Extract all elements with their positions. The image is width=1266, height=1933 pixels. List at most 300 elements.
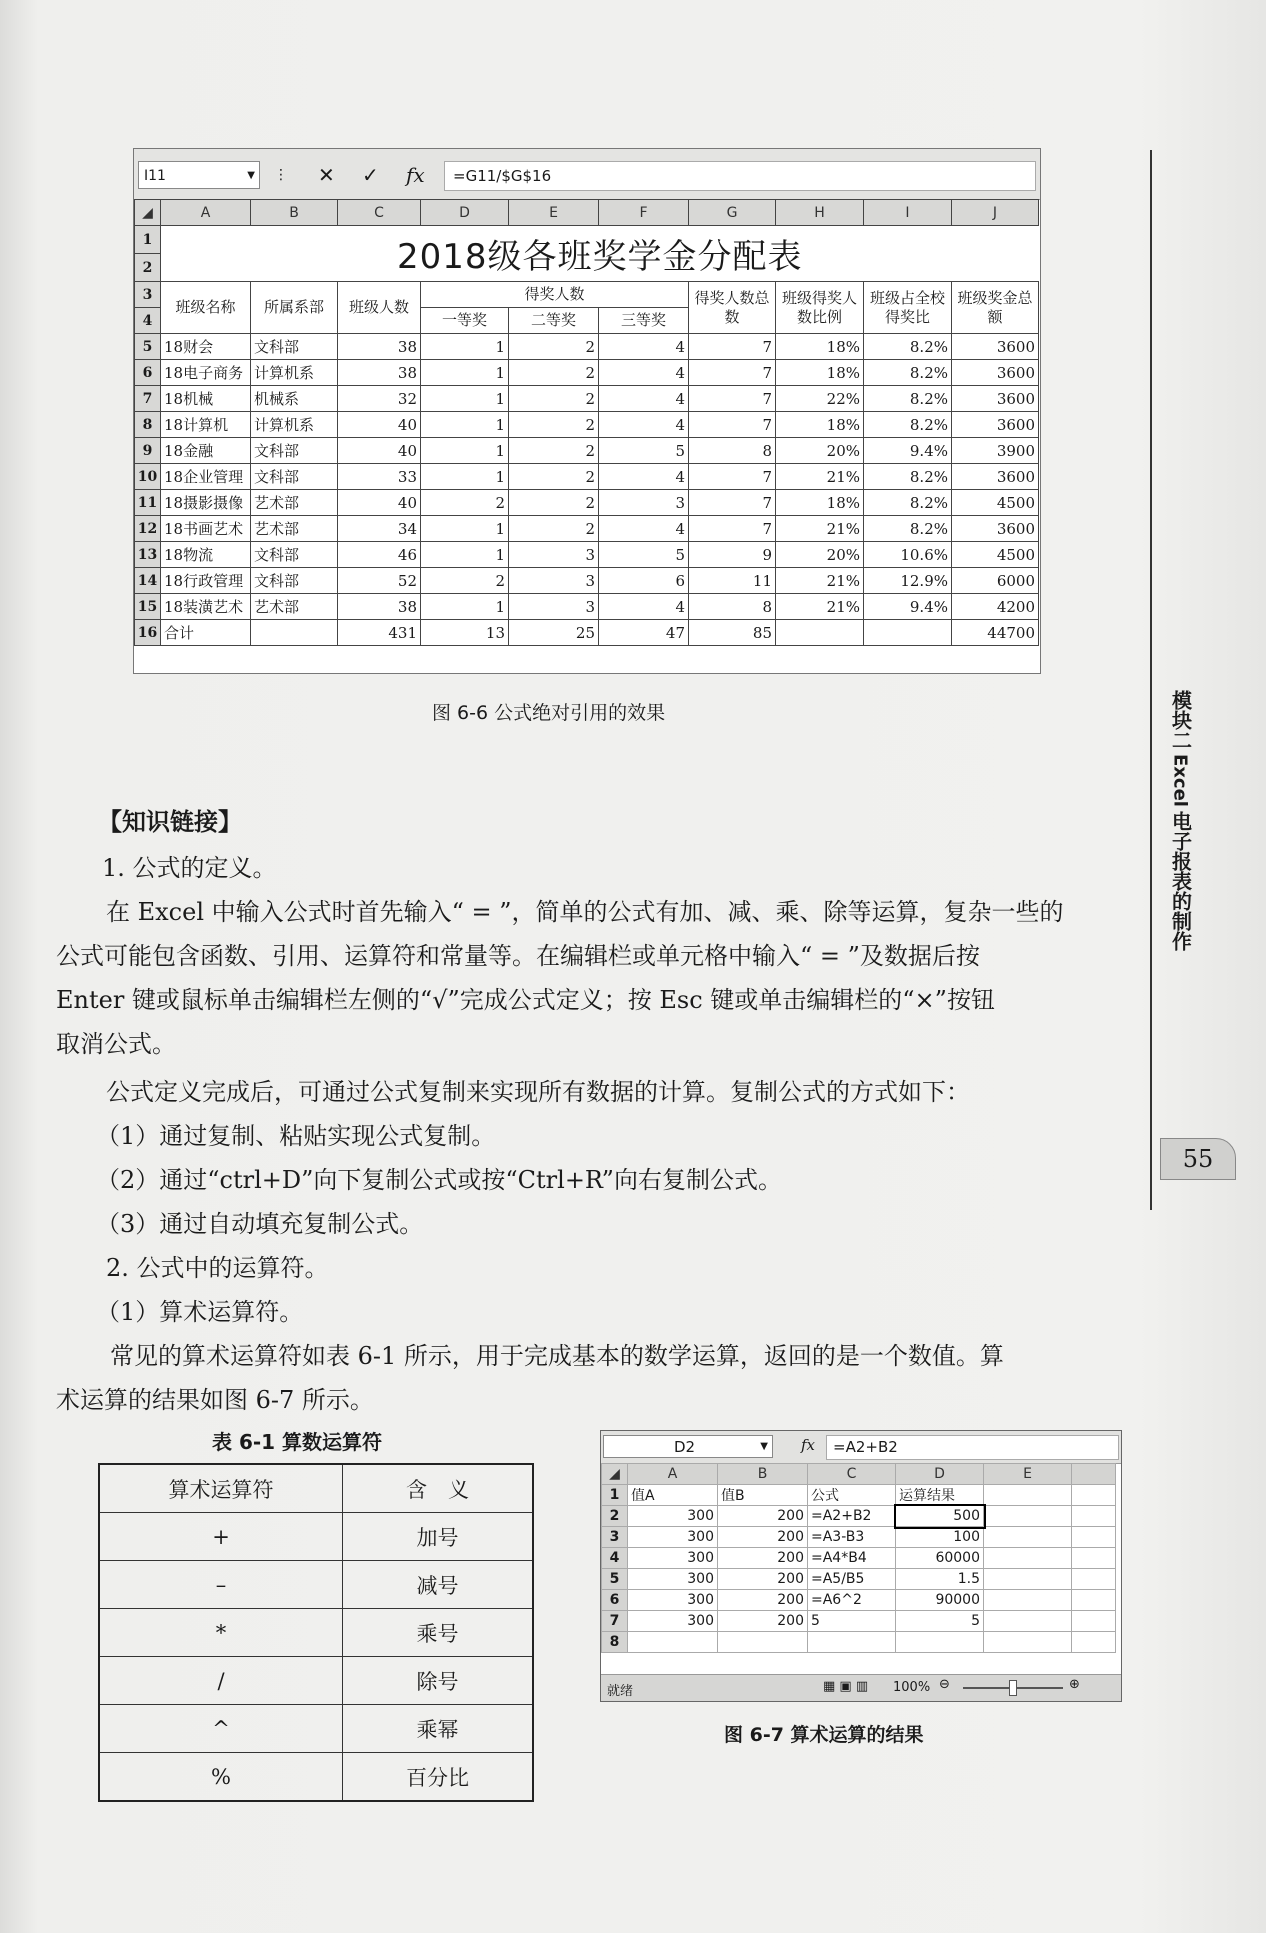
empty-cell[interactable] xyxy=(1072,1506,1116,1527)
header-class-name[interactable]: 班级名称 xyxy=(161,282,251,334)
table-6-1-caption: 表 6-1 算数运算符 xyxy=(212,1430,383,1454)
column-header[interactable]: J xyxy=(952,200,1039,226)
empty-cell[interactable] xyxy=(1072,1485,1116,1506)
cell-third-prize[interactable]: 4 xyxy=(599,360,689,386)
excel-screenshot-arithmetic xyxy=(600,1430,1122,1702)
chevron-down-icon[interactable]: ▼ xyxy=(247,170,255,181)
row-header[interactable]: 9 xyxy=(135,438,161,464)
cell-class-name[interactable]: 18金融 xyxy=(161,438,251,464)
cell-class-name[interactable]: 18电子商务 xyxy=(161,360,251,386)
cell-first-prize[interactable]: 1 xyxy=(421,438,509,464)
cell-first-prize[interactable]: 1 xyxy=(421,412,509,438)
paragraph-3-line-1: 常见的算术运算符如表 6-1 所示，用于完成基本的数学运算，返回的是一个数值。算 xyxy=(110,1342,1004,1370)
cancel-icon[interactable]: ✕ xyxy=(318,163,335,187)
cell-school-share[interactable]: 8.2% xyxy=(864,464,952,490)
cell-school-share[interactable]: 8.2% xyxy=(864,516,952,542)
header-second-prize[interactable]: 二等奖 xyxy=(509,308,599,334)
scholarship-rows xyxy=(135,334,1039,646)
cell-result[interactable]: 5 xyxy=(896,1611,984,1632)
meaning-cell: 百分比 xyxy=(343,1753,534,1802)
operator-cell: + xyxy=(99,1513,343,1561)
cell-value-a[interactable]: 300 xyxy=(628,1548,718,1569)
cell-value-b[interactable]: 200 xyxy=(718,1548,808,1569)
cell-department[interactable]: 计算机系 xyxy=(251,412,338,438)
list-item-2: （2）通过“ctrl+D”向下复制公式或按“Ctrl+R”向右复制公式。 xyxy=(96,1166,782,1194)
table-row xyxy=(135,542,1039,568)
table-row xyxy=(135,490,1039,516)
cell-first-prize[interactable]: 1 xyxy=(421,360,509,386)
cell-award-ratio[interactable]: 21% xyxy=(776,594,864,620)
row-header[interactable]: 6 xyxy=(602,1590,628,1611)
cell-second-prize[interactable]: 25 xyxy=(509,620,599,646)
cell-formula[interactable]: =A3-B3 xyxy=(808,1527,896,1548)
name-box-2[interactable] xyxy=(603,1435,773,1458)
cell-first-prize[interactable]: 1 xyxy=(421,334,509,360)
empty-cell[interactable] xyxy=(1072,1569,1116,1590)
row-header[interactable]: 13 xyxy=(135,542,161,568)
cell-amount[interactable]: 4200 xyxy=(952,594,1039,620)
header-class-size[interactable]: 班级人数 xyxy=(338,282,421,334)
cell-second-prize[interactable]: 3 xyxy=(509,568,599,594)
function-icon[interactable]: fx xyxy=(406,163,425,187)
cell-second-prize[interactable]: 2 xyxy=(509,412,599,438)
figure-6-7-caption: 图 6-7 算术运算的结果 xyxy=(724,1724,924,1746)
margin-rule xyxy=(1150,150,1152,1210)
zoom-in-icon[interactable]: ⊕ xyxy=(1069,1677,1080,1692)
paragraph-1-line-2: 公式可能包含函数、引用、运算符和常量等。在编辑栏或单元格中输入“ = ”及数据后按 xyxy=(56,942,980,970)
cell-department[interactable]: 文科部 xyxy=(251,464,338,490)
cell-formula[interactable]: =A2+B2 xyxy=(808,1506,896,1527)
row-header[interactable]: 8 xyxy=(602,1632,628,1653)
cell-formula[interactable]: 公式 xyxy=(808,1485,896,1506)
row-header[interactable]: 3 xyxy=(135,282,161,308)
header-amount[interactable]: 班级奖金总额 xyxy=(952,282,1039,334)
table-row xyxy=(135,360,1039,386)
figure-6-6-caption: 图 6-6 公式绝对引用的效果 xyxy=(432,702,666,724)
confirm-icon[interactable]: ✓ xyxy=(362,163,379,187)
cell-class-size[interactable]: 40 xyxy=(338,412,421,438)
empty-cell[interactable] xyxy=(1072,1548,1116,1569)
cell-total-awarded[interactable]: 9 xyxy=(689,542,776,568)
paragraph-1-line-1: 在 Excel 中输入公式时首先输入“ = ”，简单的公式有加、减、乘、除等运算，复杂一些的 xyxy=(106,898,1064,926)
cell-department[interactable]: 文科部 xyxy=(251,542,338,568)
cell-formula[interactable]: =A5/B5 xyxy=(808,1569,896,1590)
cell-school-share[interactable]: 8.2% xyxy=(864,412,952,438)
row-header[interactable]: 2 xyxy=(602,1506,628,1527)
cell-value-b[interactable]: 200 xyxy=(718,1611,808,1632)
column-header[interactable]: B xyxy=(718,1464,808,1485)
formula-input-2[interactable]: =A2+B2 xyxy=(826,1435,1119,1460)
cell-value-a[interactable] xyxy=(628,1632,718,1653)
empty-cell[interactable] xyxy=(984,1590,1072,1611)
cell-department[interactable]: 艺术部 xyxy=(251,594,338,620)
zoom-slider-thumb[interactable] xyxy=(1009,1680,1017,1696)
cell-class-name[interactable]: 18计算机 xyxy=(161,412,251,438)
cell-formula[interactable]: =A6^2 xyxy=(808,1590,896,1611)
meaning-cell: 加号 xyxy=(343,1513,534,1561)
cell-third-prize[interactable]: 6 xyxy=(599,568,689,594)
row-header[interactable]: 4 xyxy=(602,1548,628,1569)
cell-school-share[interactable] xyxy=(864,620,952,646)
table-row xyxy=(602,1548,1116,1569)
meaning-cell: 除号 xyxy=(343,1657,534,1705)
cell-class-name[interactable]: 18物流 xyxy=(161,542,251,568)
status-bar xyxy=(601,1674,1121,1701)
cell-second-prize[interactable]: 2 xyxy=(509,360,599,386)
header-department[interactable]: 所属系部 xyxy=(251,282,338,334)
operator-cell: * xyxy=(99,1609,343,1657)
table-row xyxy=(135,464,1039,490)
column-header[interactable]: I xyxy=(864,200,952,226)
cell-first-prize[interactable]: 1 xyxy=(421,516,509,542)
column-header[interactable]: A xyxy=(628,1464,718,1485)
table-header: 含 义 xyxy=(343,1464,534,1513)
cell-department[interactable]: 艺术部 xyxy=(251,490,338,516)
formula-input[interactable]: =G11/$G$16 xyxy=(444,161,1036,191)
view-buttons-icon[interactable]: ▦ ▣ ▥ xyxy=(823,1679,869,1694)
row-header[interactable]: 15 xyxy=(135,594,161,620)
select-all-corner[interactable]: ◢ xyxy=(135,200,161,226)
cell-third-prize[interactable]: 4 xyxy=(599,516,689,542)
cell-award-ratio[interactable]: 18% xyxy=(776,334,864,360)
table-row xyxy=(602,1632,1116,1653)
cell-third-prize[interactable]: 3 xyxy=(599,490,689,516)
cell-class-size[interactable]: 38 xyxy=(338,360,421,386)
cell-school-share[interactable]: 8.2% xyxy=(864,360,952,386)
empty-cell[interactable] xyxy=(1072,1611,1116,1632)
empty-cell[interactable] xyxy=(984,1632,1072,1653)
table-row xyxy=(602,1590,1116,1611)
cell-first-prize[interactable]: 1 xyxy=(421,386,509,412)
cell-award-ratio[interactable] xyxy=(776,620,864,646)
row-header[interactable]: 12 xyxy=(135,516,161,542)
name-box-2-value: D2 xyxy=(674,1438,696,1456)
formula-bar xyxy=(134,149,1040,200)
column-header[interactable]: C xyxy=(338,200,421,226)
column-header[interactable]: F xyxy=(599,200,689,226)
cell-class-name[interactable]: 18书画艺术 xyxy=(161,516,251,542)
cell-result[interactable]: 1.5 xyxy=(896,1569,984,1590)
cell-result[interactable]: 60000 xyxy=(896,1548,984,1569)
empty-cell[interactable] xyxy=(1072,1527,1116,1548)
cell-class-name[interactable]: 18机械 xyxy=(161,386,251,412)
cell-amount[interactable]: 6000 xyxy=(952,568,1039,594)
row-header[interactable]: 1 xyxy=(602,1485,628,1506)
cell-second-prize[interactable]: 3 xyxy=(509,542,599,568)
cell-amount[interactable]: 44700 xyxy=(952,620,1039,646)
cell-school-share[interactable]: 10.6% xyxy=(864,542,952,568)
row-header[interactable]: 14 xyxy=(135,568,161,594)
table-row xyxy=(135,594,1039,620)
cell-second-prize[interactable]: 2 xyxy=(509,464,599,490)
header-award-count[interactable]: 得奖人数 xyxy=(421,282,689,308)
row-header[interactable]: 4 xyxy=(135,308,161,334)
header-award-ratio[interactable]: 班级得奖人数比例 xyxy=(776,282,864,334)
status-ready: 就绪 xyxy=(607,1684,634,1699)
cell-class-name[interactable]: 18行政管理 xyxy=(161,568,251,594)
sheet-title[interactable]: 2018级各班奖学金分配表 xyxy=(396,237,803,277)
column-header[interactable]: D xyxy=(896,1464,984,1485)
cell-first-prize[interactable]: 13 xyxy=(421,620,509,646)
select-all-corner[interactable]: ◢ xyxy=(602,1464,628,1485)
cell-second-prize[interactable]: 3 xyxy=(509,594,599,620)
empty-cell[interactable] xyxy=(1072,1590,1116,1611)
empty-cell[interactable] xyxy=(984,1548,1072,1569)
cell-result[interactable]: 500 xyxy=(896,1506,984,1527)
cell-result[interactable]: 100 xyxy=(896,1527,984,1548)
column-header[interactable]: E xyxy=(984,1464,1072,1485)
empty-cell[interactable] xyxy=(984,1485,1072,1506)
name-box-value: I11 xyxy=(144,168,166,184)
table-row xyxy=(602,1527,1116,1548)
cell-class-size[interactable]: 40 xyxy=(338,490,421,516)
cell-class-size[interactable]: 431 xyxy=(338,620,421,646)
cell-third-prize[interactable]: 4 xyxy=(599,386,689,412)
cell-value-b[interactable]: 值B xyxy=(718,1485,808,1506)
cell-department[interactable]: 机械系 xyxy=(251,386,338,412)
cell-class-size[interactable]: 32 xyxy=(338,386,421,412)
cell-award-ratio[interactable]: 18% xyxy=(776,412,864,438)
cell-value-a[interactable]: 值A xyxy=(628,1485,718,1506)
cell-amount[interactable]: 3600 xyxy=(952,516,1039,542)
table-row xyxy=(135,516,1039,542)
cell-school-share[interactable]: 9.4% xyxy=(864,594,952,620)
cell-department[interactable]: 文科部 xyxy=(251,568,338,594)
row-header[interactable]: 11 xyxy=(135,490,161,516)
chevron-down-icon[interactable]: ▼ xyxy=(760,1441,768,1452)
cell-value-a[interactable]: 300 xyxy=(628,1506,718,1527)
table-row xyxy=(602,1611,1116,1632)
cell-third-prize[interactable]: 4 xyxy=(599,464,689,490)
cell-class-name[interactable]: 合计 xyxy=(161,620,251,646)
table-row xyxy=(135,568,1039,594)
cell-class-name[interactable]: 18企业管理 xyxy=(161,464,251,490)
cell-amount[interactable]: 3600 xyxy=(952,334,1039,360)
empty-cell[interactable] xyxy=(1072,1632,1116,1653)
cell-award-ratio[interactable]: 21% xyxy=(776,568,864,594)
column-header[interactable]: A xyxy=(161,200,251,226)
zoom-out-icon[interactable]: ⊖ xyxy=(939,1677,950,1692)
table-row xyxy=(135,334,1039,360)
cell-value-a[interactable]: 300 xyxy=(628,1611,718,1632)
cell-first-prize[interactable]: 1 xyxy=(421,542,509,568)
section-1-heading: 1. 公式的定义。 xyxy=(102,854,277,882)
cell-total-awarded[interactable]: 8 xyxy=(689,438,776,464)
cell-amount[interactable]: 3600 xyxy=(952,360,1039,386)
paragraph-2: 公式定义完成后，可通过公式复制来实现所有数据的计算。复制公式的方式如下： xyxy=(106,1078,970,1106)
cell-total-awarded[interactable]: 7 xyxy=(689,386,776,412)
cell-second-prize[interactable]: 2 xyxy=(509,490,599,516)
column-header[interactable]: H xyxy=(776,200,864,226)
header-total-awarded[interactable]: 得奖人数总数 xyxy=(689,282,776,334)
table-row xyxy=(602,1506,1116,1527)
cell-award-ratio[interactable]: 20% xyxy=(776,438,864,464)
cell-amount[interactable]: 4500 xyxy=(952,490,1039,516)
cell-class-size[interactable]: 34 xyxy=(338,516,421,542)
cell-class-name[interactable]: 18摄影摄像 xyxy=(161,490,251,516)
table-row xyxy=(135,386,1039,412)
cell-total-awarded[interactable]: 7 xyxy=(689,412,776,438)
cell-department[interactable]: 计算机系 xyxy=(251,360,338,386)
cell-award-ratio[interactable]: 20% xyxy=(776,542,864,568)
row-header[interactable]: 5 xyxy=(135,334,161,360)
cell-amount[interactable]: 4500 xyxy=(952,542,1039,568)
column-header[interactable]: E xyxy=(509,200,599,226)
cell-class-name[interactable]: 18财会 xyxy=(161,334,251,360)
header-third-prize[interactable]: 三等奖 xyxy=(599,308,689,334)
header-school-share[interactable]: 班级占全校得奖比 xyxy=(864,282,952,334)
cell-third-prize[interactable]: 5 xyxy=(599,438,689,464)
paragraph-1-line-4: 取消公式。 xyxy=(56,1030,176,1058)
column-header[interactable] xyxy=(1072,1464,1116,1485)
cell-class-size[interactable]: 33 xyxy=(338,464,421,490)
table-header: 算术运算符 xyxy=(99,1464,343,1513)
cell-result[interactable] xyxy=(896,1632,984,1653)
table-row xyxy=(602,1485,1116,1506)
cell-formula[interactable]: =A4*B4 xyxy=(808,1548,896,1569)
row-header[interactable]: 16 xyxy=(135,620,161,646)
module-side-tab xyxy=(1165,690,1195,951)
cell-award-ratio[interactable]: 18% xyxy=(776,360,864,386)
cell-value-a[interactable]: 300 xyxy=(628,1569,718,1590)
cell-second-prize[interactable]: 2 xyxy=(509,516,599,542)
cell-department[interactable]: 艺术部 xyxy=(251,516,338,542)
paragraph-3-line-2: 术运算的结果如图 6-7 所示。 xyxy=(56,1386,374,1414)
cell-award-ratio[interactable]: 21% xyxy=(776,464,864,490)
cell-second-prize[interactable]: 2 xyxy=(509,334,599,360)
operator-cell: / xyxy=(99,1657,343,1705)
knowledge-link-heading: 【知识链接】 xyxy=(98,808,242,836)
cell-formula[interactable]: 5 xyxy=(808,1611,896,1632)
operator-cell: – xyxy=(99,1561,343,1609)
cell-department[interactable]: 文科部 xyxy=(251,438,338,464)
row-header[interactable]: 5 xyxy=(602,1569,628,1590)
cell-total-awarded[interactable]: 7 xyxy=(689,360,776,386)
table-row xyxy=(135,438,1039,464)
cell-formula[interactable] xyxy=(808,1632,896,1653)
cell-value-b[interactable]: 200 xyxy=(718,1527,808,1548)
list-item-1: （1）通过复制、粘贴实现公式复制。 xyxy=(96,1122,496,1150)
scholarship-grid xyxy=(134,199,1039,646)
table-row xyxy=(135,620,1039,646)
cell-first-prize[interactable]: 1 xyxy=(421,464,509,490)
row-header[interactable]: 8 xyxy=(135,412,161,438)
cell-class-size[interactable]: 38 xyxy=(338,594,421,620)
empty-cell[interactable] xyxy=(984,1569,1072,1590)
cell-value-b[interactable]: 200 xyxy=(718,1590,808,1611)
row-header[interactable]: 3 xyxy=(602,1527,628,1548)
cell-total-awarded[interactable]: 85 xyxy=(689,620,776,646)
cell-total-awarded[interactable]: 8 xyxy=(689,594,776,620)
cell-total-awarded[interactable]: 7 xyxy=(689,464,776,490)
cell-third-prize[interactable]: 4 xyxy=(599,412,689,438)
row-header[interactable]: 6 xyxy=(135,360,161,386)
cell-total-awarded[interactable]: 7 xyxy=(689,334,776,360)
cell-result[interactable]: 90000 xyxy=(896,1590,984,1611)
formula-bar-2 xyxy=(601,1431,1121,1464)
cell-value-b[interactable]: 200 xyxy=(718,1506,808,1527)
empty-cell[interactable] xyxy=(984,1611,1072,1632)
cell-school-share[interactable]: 8.2% xyxy=(864,490,952,516)
side-module-text: 模块二 xyxy=(1168,690,1193,750)
empty-cell[interactable] xyxy=(984,1527,1072,1548)
cell-school-share[interactable]: 8.2% xyxy=(864,334,952,360)
cell-class-size[interactable]: 38 xyxy=(338,334,421,360)
cell-first-prize[interactable]: 2 xyxy=(421,490,509,516)
cell-class-size[interactable]: 52 xyxy=(338,568,421,594)
cell-third-prize[interactable]: 5 xyxy=(599,542,689,568)
column-header[interactable]: G xyxy=(689,200,776,226)
cell-class-size[interactable]: 40 xyxy=(338,438,421,464)
cell-first-prize[interactable]: 1 xyxy=(421,594,509,620)
arithmetic-operators-table xyxy=(98,1463,534,1802)
function-icon[interactable]: fx xyxy=(801,1436,816,1454)
paragraph-1-line-3: Enter 键或鼠标单击编辑栏左侧的“√”完成公式定义；按 Esc 键或单击编辑栏的“×”按钮 xyxy=(56,986,995,1014)
cell-second-prize[interactable]: 2 xyxy=(509,438,599,464)
cell-second-prize[interactable]: 2 xyxy=(509,386,599,412)
column-header[interactable]: C xyxy=(808,1464,896,1485)
list-item-3: （3）通过自动填充复制公式。 xyxy=(96,1210,424,1238)
cell-total-awarded[interactable]: 7 xyxy=(689,490,776,516)
cell-total-awarded[interactable]: 11 xyxy=(689,568,776,594)
excel-screenshot-scholarship xyxy=(133,148,1041,674)
table-row xyxy=(135,412,1039,438)
column-header[interactable]: B xyxy=(251,200,338,226)
cell-school-share[interactable]: 9.4% xyxy=(864,438,952,464)
row-header[interactable]: 7 xyxy=(135,386,161,412)
row-header[interactable]: 10 xyxy=(135,464,161,490)
cell-award-ratio[interactable]: 18% xyxy=(776,490,864,516)
cell-first-prize[interactable]: 2 xyxy=(421,568,509,594)
operator-cell: ^ xyxy=(99,1705,343,1753)
cell-value-b[interactable] xyxy=(718,1632,808,1653)
arithmetic-grid xyxy=(601,1463,1116,1653)
meaning-cell: 乘号 xyxy=(343,1609,534,1657)
cell-school-share[interactable]: 12.9% xyxy=(864,568,952,594)
section-2-heading: 2. 公式中的运算符。 xyxy=(106,1254,329,1282)
cell-value-a[interactable]: 300 xyxy=(628,1527,718,1548)
cell-school-share[interactable]: 8.2% xyxy=(864,386,952,412)
empty-cell[interactable] xyxy=(984,1506,1072,1527)
cell-third-prize[interactable]: 4 xyxy=(599,334,689,360)
row-header[interactable]: 1 xyxy=(135,226,161,254)
cell-amount[interactable]: 3600 xyxy=(952,386,1039,412)
header-first-prize[interactable]: 一等奖 xyxy=(421,308,509,334)
row-header[interactable]: 7 xyxy=(602,1611,628,1632)
cell-award-ratio[interactable]: 22% xyxy=(776,386,864,412)
table-row xyxy=(602,1569,1116,1590)
cell-department[interactable] xyxy=(251,620,338,646)
column-header[interactable]: D xyxy=(421,200,509,226)
cell-total-awarded[interactable]: 7 xyxy=(689,516,776,542)
cell-value-a[interactable]: 300 xyxy=(628,1590,718,1611)
name-box[interactable] xyxy=(138,161,260,189)
operator-cell: % xyxy=(99,1753,343,1802)
cell-amount[interactable]: 3600 xyxy=(952,412,1039,438)
subsection-heading: （1）算术运算符。 xyxy=(96,1298,304,1326)
row-header[interactable]: 2 xyxy=(135,254,161,282)
cell-class-name[interactable]: 18装潢艺术 xyxy=(161,594,251,620)
cell-third-prize[interactable]: 47 xyxy=(599,620,689,646)
cell-amount[interactable]: 3600 xyxy=(952,464,1039,490)
cell-value-b[interactable]: 200 xyxy=(718,1569,808,1590)
cell-third-prize[interactable]: 4 xyxy=(599,594,689,620)
cell-result[interactable]: 运算结果 xyxy=(896,1485,984,1506)
cell-class-size[interactable]: 46 xyxy=(338,542,421,568)
cell-award-ratio[interactable]: 21% xyxy=(776,516,864,542)
cell-department[interactable]: 文科部 xyxy=(251,334,338,360)
cell-amount[interactable]: 3900 xyxy=(952,438,1039,464)
